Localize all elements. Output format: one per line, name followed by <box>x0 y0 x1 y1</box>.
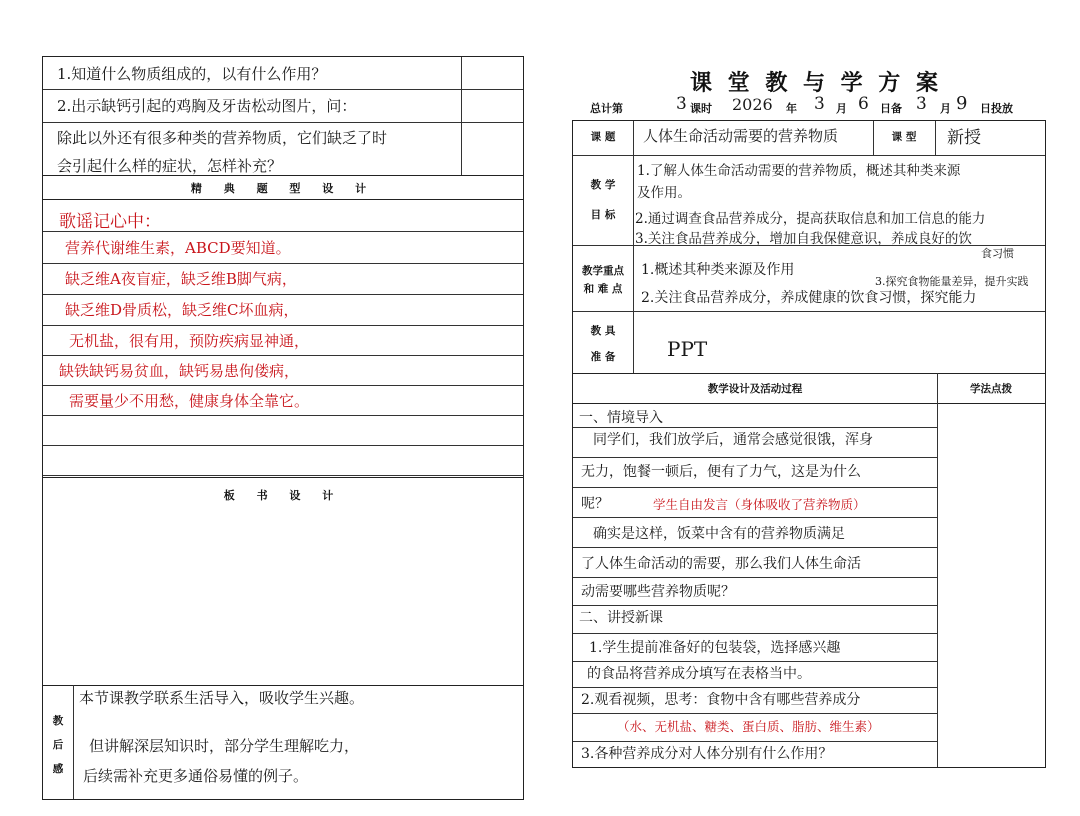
process-line: 3.各种营养成分对人体分别有什么作用？ <box>581 746 833 762</box>
process-line-note: 学生自由发言（身体吸收了营养物质） <box>653 497 866 512</box>
type-value: 新授 <box>947 128 981 148</box>
process-line: 的食品将营养成分填写在表格当中。 <box>587 666 811 682</box>
day1-value: 6 <box>858 94 869 114</box>
section-title-board: 板 书 设 计 <box>223 489 343 502</box>
left-top-line: 会引起什么样的症状，怎样补充？ <box>57 157 283 175</box>
classic-line: 缺铁缺钙易贫血，缺钙易患佝偻病， <box>59 362 300 380</box>
topic-value: 人体生命活动需要的营养物质 <box>643 127 839 145</box>
process-line: 呢？ <box>581 496 609 512</box>
goal-line: 1.了解人体生命活动需要的营养物质，概述其种类来源 <box>637 163 961 179</box>
key-line: 2.关注食品营养成分，养成健康的饮食习惯，探究能力 <box>641 290 977 306</box>
month2-label: 月 <box>940 102 951 115</box>
section-title-classic: 精 典 题 型 设 计 <box>190 182 376 195</box>
tools-value: PPT <box>667 337 708 361</box>
reflection-line: 本节课教学联系生活导入，吸收学生兴趣。 <box>79 689 365 707</box>
year-label: 年 <box>786 102 797 115</box>
deliver-label: 日投放 <box>980 102 1013 115</box>
left-top-line: 除此以外还有很多种类的营养物质，它们缺乏了时 <box>57 129 388 147</box>
reflection-line: 但讲解深层知识时，部分学生理解吃力， <box>89 737 360 755</box>
keys-label: 教学重点 <box>582 265 624 277</box>
classic-line: 无机盐，很有用，预防疾病显神通， <box>69 332 310 350</box>
process-header: 教学设计及活动过程 <box>707 383 803 395</box>
goal-line: 及作用。 <box>637 185 691 201</box>
period-label: 课时 <box>690 102 712 115</box>
page-title: 课 堂 教 与 学 方 案 <box>690 71 942 96</box>
key-line: 1.概述其种类来源及作用 <box>641 262 795 278</box>
reflection-line: 后续需补充更多通俗易懂的例子。 <box>83 767 309 785</box>
day2-value: 9 <box>956 93 968 114</box>
classic-line: 缺乏维A夜盲症，缺乏维B脚气病， <box>65 270 297 288</box>
right-page <box>572 120 1046 768</box>
goals-label: 目 标 <box>590 209 616 221</box>
process-line: 同学们，我们放学后，通常会感觉很饿，浑身 <box>593 432 873 448</box>
month-label: 月 <box>836 102 847 115</box>
month1-value: 3 <box>814 94 825 114</box>
process-line: 一、情境导入 <box>579 410 663 426</box>
reflection-label: 教 后 感 <box>52 715 64 775</box>
left-top-line: 1.知道什么物质组成的，以有什么作用？ <box>57 65 327 83</box>
tools-label: 准 备 <box>590 351 616 363</box>
process-line: （水、无机盐、糖类、蛋白质、脂肪、维生素） <box>617 719 880 734</box>
classic-line: 营养代谢维生素，ABCD要知道。 <box>65 239 291 257</box>
key-extra: 3.探究食物能量差异，提升实践 <box>875 275 1029 288</box>
goal-extra: 食习惯 <box>981 247 1014 260</box>
process-line: 了人体生命活动的需要，那么我们人体生命活 <box>581 556 861 572</box>
total-value: 3 <box>676 94 687 114</box>
classic-line: 缺乏维D骨质松，缺乏维C坏血病， <box>65 301 299 319</box>
meta-line <box>590 93 1060 118</box>
process-line: 无力，饱餐一顿后，便有了力气，这是为什么 <box>581 464 861 480</box>
goals-label: 教 学 <box>590 179 616 191</box>
process-line: 二、讲授新课 <box>579 610 663 626</box>
keys-label: 和 难 点 <box>583 283 623 295</box>
process-line: 1.学生提前准备好的包装袋，选择感兴趣 <box>589 640 841 656</box>
left-top-line: 2.出示缺钙引起的鸡胸及牙齿松动图片，问： <box>57 97 357 115</box>
total-prefix: 总计第 <box>590 102 623 115</box>
tools-label: 教 具 <box>590 325 616 337</box>
classic-line: 需要量少不用愁，健康身体全靠它。 <box>69 392 310 410</box>
process-line: 2.观看视频，思考：食物中含有哪些营养成分 <box>581 692 861 708</box>
left-page <box>42 56 524 800</box>
process-line: 动需要哪些营养物质呢？ <box>581 584 735 600</box>
year-value: 2026 <box>732 95 773 114</box>
month2-value: 3 <box>916 94 927 114</box>
topic-label: 课 题 <box>590 131 616 143</box>
method-header: 学法点拨 <box>970 383 1012 395</box>
prep-label: 日备 <box>880 102 902 115</box>
goal-line: 2.通过调查食品营养成分，提高获取信息和加工信息的能力 <box>635 211 986 227</box>
type-label: 课 型 <box>891 131 917 143</box>
process-line: 确实是这样，饭菜中含有的营养物质满足 <box>593 526 845 542</box>
classic-line: 歌谣记心中： <box>59 212 161 232</box>
goal-line: 3.关注食品营养成分，增加自我保健意识，养成良好的饮 <box>635 231 972 247</box>
